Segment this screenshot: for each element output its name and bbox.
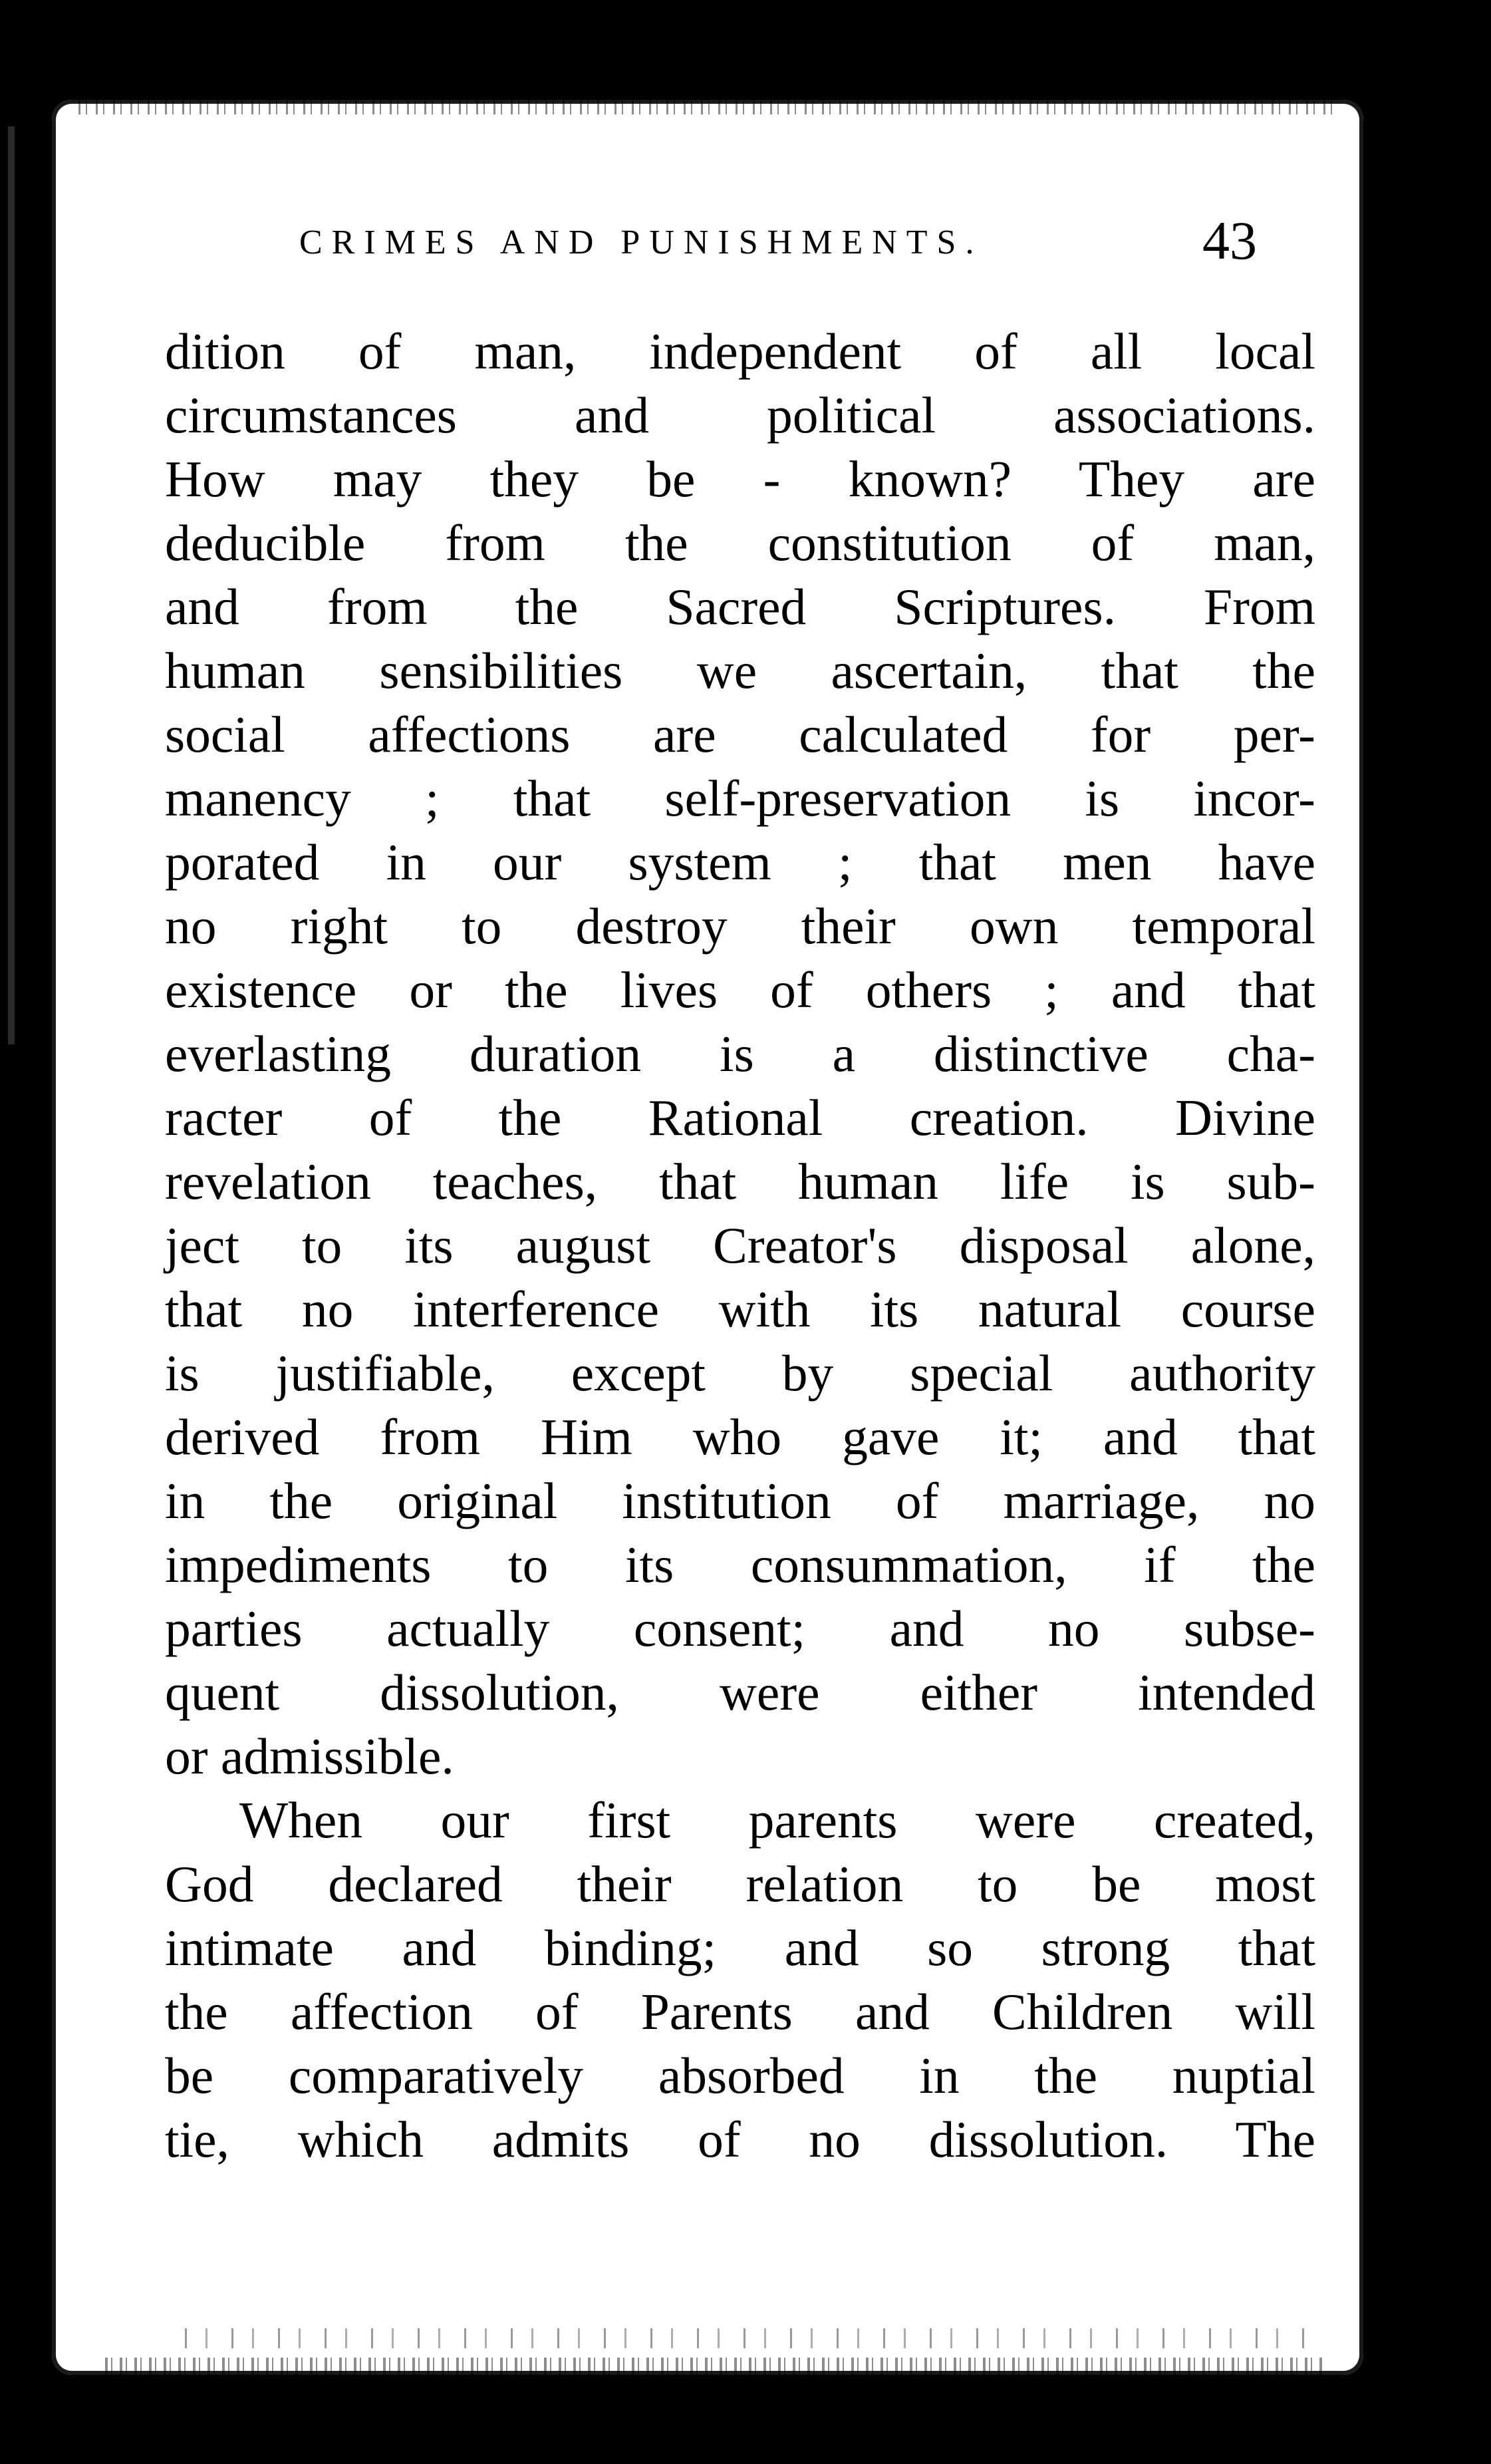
text-line: quent dissolution, were either intended: [165, 1664, 1315, 1721]
running-title: CRIMES AND PUNISHMENTS.: [299, 224, 984, 261]
text-line: How may they be - known? They are: [165, 450, 1315, 508]
book-page: [52, 100, 1363, 2375]
paragraph: [165, 1788, 1315, 2171]
text-line: social affections are calculated for per-: [165, 706, 1315, 763]
text-line: circumstances and political associations.: [165, 386, 1315, 444]
text-line: in the original institution of marriage, no: [165, 1472, 1315, 1529]
text-line: is justifiable, except by special authority: [165, 1344, 1315, 1402]
text-line: be comparatively absorbed in the nuptial: [165, 2047, 1315, 2104]
binding-edge: [8, 126, 15, 1044]
text-line: human sensibilities we ascertain, that the: [165, 642, 1315, 699]
text-line: that no interference with its natural course: [165, 1281, 1315, 1338]
print-speckle: [185, 2328, 1315, 2348]
text-line: the affection of Parents and Children will: [165, 1983, 1315, 2040]
paragraph: [165, 319, 1315, 1788]
text-line: revelation teaches, that human life is sub-: [165, 1153, 1315, 1210]
text-line: everlasting duration is a distinctive cha-: [165, 1025, 1315, 1082]
text-line: deducible from the constitution of man,: [165, 514, 1315, 571]
text-line: parties actually consent; and no subse-: [165, 1600, 1315, 1657]
text-line: intimate and binding; and so strong that: [165, 1919, 1315, 1976]
text-line: porated in our system ; that men have: [165, 834, 1315, 891]
text-line: existence or the lives of others ; and that: [165, 961, 1315, 1018]
text-line: ject to its august Creator's disposal alone,: [165, 1217, 1315, 1274]
text-line: impediments to its consummation, if the: [165, 1536, 1315, 1593]
text-line: and from the Sacred Scriptures. From: [165, 578, 1315, 635]
text-line: tie, which admits of no dissolution. The: [165, 2111, 1315, 2168]
text-line: or admissible.: [165, 1728, 454, 1785]
running-head: [52, 210, 1363, 269]
text-line: derived from Him who gave it; and that: [165, 1408, 1315, 1465]
text-line: dition of man, independent of all local: [165, 323, 1315, 380]
text-line: When our first parents were created,: [239, 1791, 1315, 1849]
text-line: God declared their relation to be most: [165, 1855, 1315, 1913]
text-line: no right to destroy their own temporal: [165, 897, 1315, 955]
body-text: [165, 319, 1315, 2171]
text-line: racter of the Rational creation. Divine: [165, 1089, 1315, 1146]
page-number: 43: [1202, 210, 1257, 271]
text-line: manency ; that self-preservation is incor-: [165, 770, 1315, 827]
